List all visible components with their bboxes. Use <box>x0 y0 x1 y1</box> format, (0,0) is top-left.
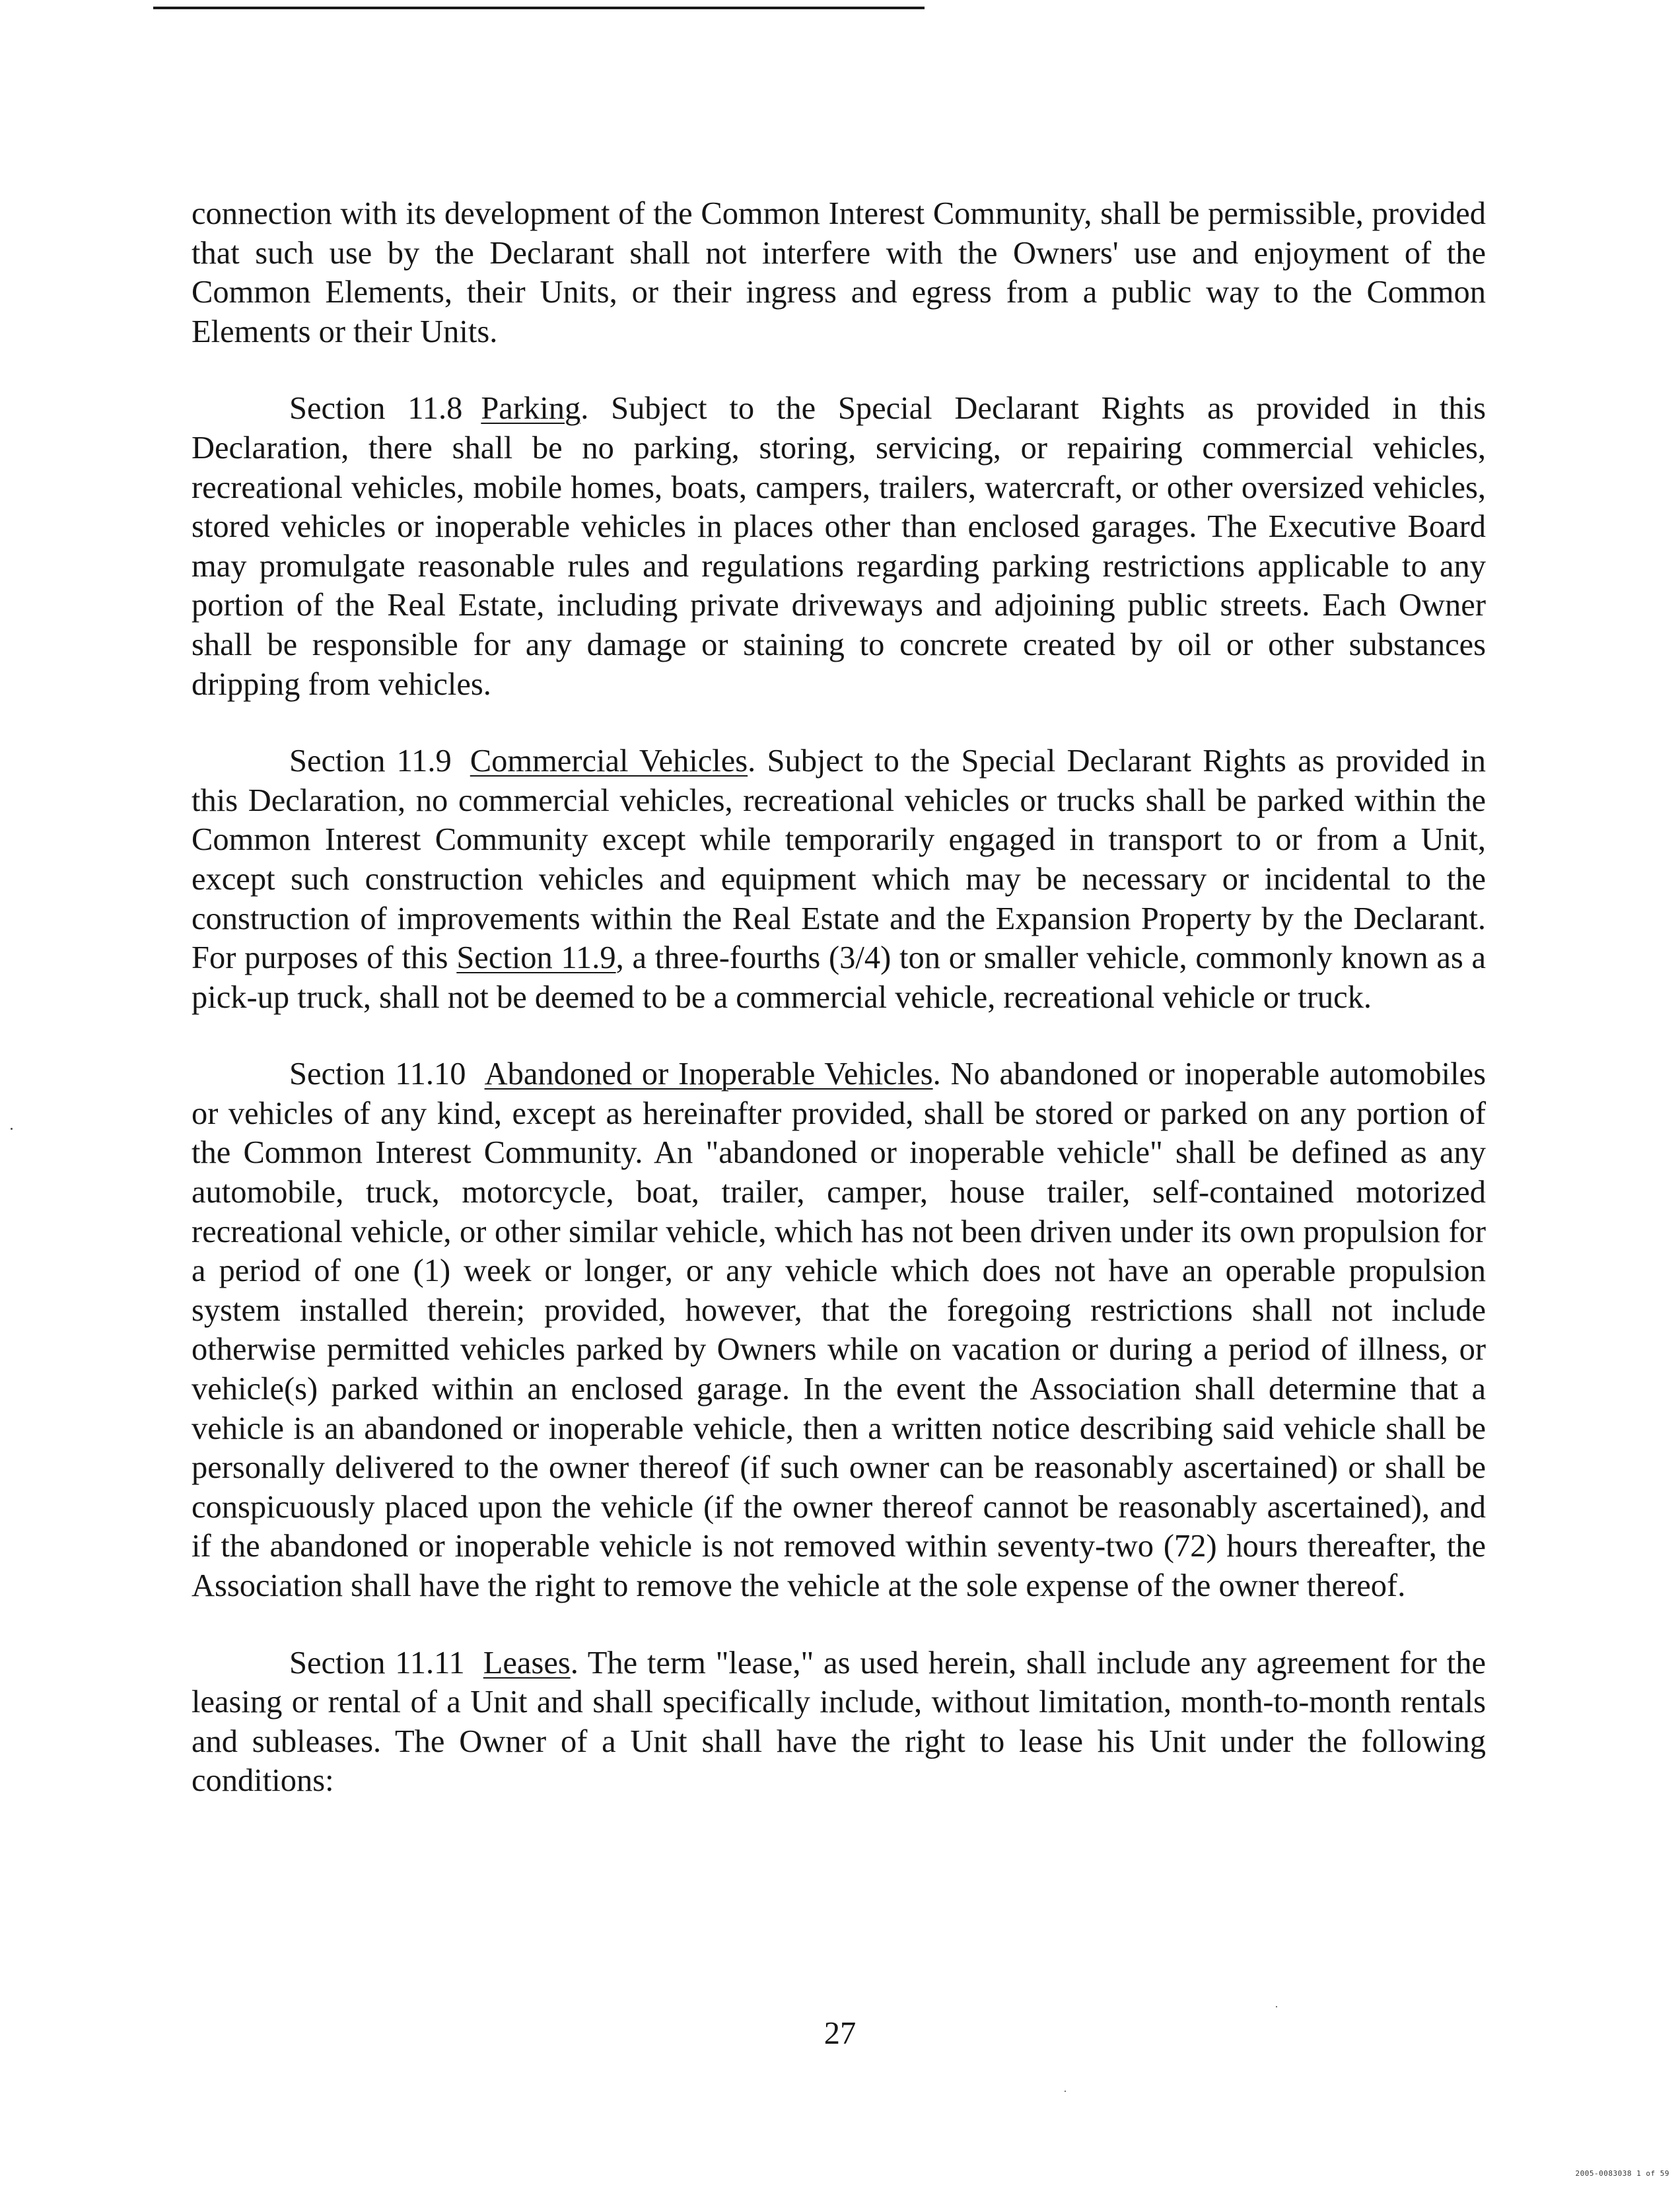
section-body: Subject to the Special Declarant Rights as provided in this Declaration, there shall be no parking, storing, servicing, or repairing commercial vehicles, recreational vehicles, mobile homes, boats, campers, trailers, watercraft, or other oversized vehicles, stored vehicles or inoperable vehicles in places other than enclosed garages. The Executive Board may promulgate reasonable rules and regulations regarding parking restrictions applicable to any portion of the Real Estate, including private driveways and adjoining public streets. Each Owner shall be responsible for any damage or staining to concrete created by oil or other substances dripping from vehicles. <box>192 391 1487 702</box>
section-heading: Parking <box>481 391 581 427</box>
recording-stamp: 2005-0083038 1 of 59 <box>1575 2169 1669 2178</box>
section-body: The term "lease," as used herein, shall include any agreement for the leasing or rental of a Unit and shall specifically include, without limitation, month-to-month rentals and subleases. The Owner of a Unit shall have the right to lease his Unit under the following conditions: <box>192 1645 1486 1799</box>
page-number: 27 <box>823 2016 857 2051</box>
section-11-10-paragraph: Section 11.10 Abandoned or Inoperable Vehicles. No abandoned or inoperable automobiles or vehicles of any kind, except as hereinafter provided, shall be stored or parked on any portion of the Common Interest Community. An "abandoned or inoperable vehicle" shall be defined as any automobile, truck, motorcycle, boat, trailer, camper, house trailer, self-contained motorized recreational vehicle, or other similar vehicle, which has not been driven under its own propulsion for a period of one (1) week or longer, or any vehicle which does not have an operable propulsion system installed therein; provided, however, that the foregoing restrictions shall not include otherwise permitted vehicles parked by Owners while on vacation or during a period of illness, or vehicle(s) parked within an enclosed garage. In the event the Association shall determine that a vehicle is an abandoned or inoperable vehicle, then a written notice describing said vehicle shall be personally delivered to the owner thereof (if such owner can be reasonably ascertained) or shall be conspicuously placed upon the vehicle (if the owner thereof cannot be reasonably ascertained), and if the abandoned or inoperable vehicle is not removed within seventy-two (72) hours thereafter, the Association shall have the right to remove the vehicle at the sole expense of the owner thereof. <box>192 1057 1487 1603</box>
section-11-11-paragraph: Section 11.11 Leases. The term "lease," as used herein, shall include any agreement for the leasing or rental of a Unit and shall specifically include, without limitation, month-to-month rentals and subleases. The Owner of a Unit shall have the right to lease his Unit under the following conditions: <box>192 1645 1486 1799</box>
section-heading: Abandoned or Inoperable Vehicles <box>484 1057 933 1092</box>
section-number: Section 11.8 <box>289 391 463 427</box>
scan-speck <box>1065 2091 1066 2092</box>
section-body: Subject to the Special Declarant Rights as provided in this Declaration, no commercial vehicles, recreational vehicles or trucks shall be parked within the Common Interest Community except while temporarily engaged in transport to or from a Unit, except such construction vehicles and equipment which may be necessary or incidental to the construction of improvements within the Real Estate and the Expansion Property by the Declarant. For purposes of this <box>192 744 1487 976</box>
section-number: Section 11.11 <box>289 1645 465 1681</box>
section-heading: Leases <box>483 1645 571 1681</box>
continuation-paragraph: connection with its development of the Common Interest Community, shall be permissible, provided that such use by the Declarant shall not interfere with the Owners' use and enjoyment of the Common Elements, their Units, or their ingress and egress from a public way to the Common Elements or their Units. <box>192 196 1486 349</box>
section-number: Section 11.9 <box>289 744 452 779</box>
scan-speck <box>11 1128 13 1130</box>
section-body: No abandoned or inoperable automobiles or vehicles of any kind, except as hereinafter provided, shall be stored or parked on any portion of the Common Interest Community. An "abandoned or inoperable vehicle" shall be defined as any automobile, truck, motorcycle, boat, trailer, camper, house trailer, self-contained motorized recreational vehicle, or other similar vehicle, which has not been driven under its own propulsion for a period of one (1) week or longer, or any vehicle which does not have an operable propulsion system installed therein; provided, however, that the foregoing restrictions shall not include otherwise permitted vehicles parked by Owners while on vacation or during a period of illness, or vehicle(s) parked within an enclosed garage. In the event the Association shall determine that a vehicle is an abandoned or inoperable vehicle, then a written notice describing said vehicle shall be personally delivered to the owner thereof (if such owner can be reasonably ascertained) or shall be conspicuously placed upon the vehicle (if the owner thereof cannot be reasonably ascertained), and if the abandoned or inoperable vehicle is not removed within seventy-two (72) hours thereafter, the Association shall have the right to remove the vehicle at the sole expense of the owner thereof. <box>192 1057 1487 1603</box>
section-body-continued: , a three-fourths (3/4) ton or smaller vehicle, commonly known as a pick-up truck, shall not be deemed to be a commercial vehicle, recreational vehicle or truck. <box>192 940 1487 1015</box>
section-11-8-paragraph: Section 11.8 Parking. Subject to the Special Declarant Rights as provided in this Declaration, there shall be no parking, storing, servicing, or repairing commercial vehicles, recreational vehicles, mobile homes, boats, campers, trailers, watercraft, or other oversized vehicles, stored vehicles or inoperable vehicles in places other than enclosed garages. The Executive Board may promulgate reasonable rules and regulations regarding parking restrictions applicable to any portion of the Real Estate, including private driveways and adjoining public streets. Each Owner shall be responsible for any damage or staining to concrete created by oil or other substances dripping from vehicles. <box>192 391 1487 702</box>
top-rule <box>153 7 925 9</box>
section-cross-reference: Section 11.9 <box>456 940 616 976</box>
section-number: Section 11.10 <box>289 1057 466 1092</box>
section-heading: Commercial Vehicles <box>470 744 748 779</box>
section-11-9-paragraph: Section 11.9 Commercial Vehicles. Subject to the Special Declarant Rights as provided in this Declaration, no commercial vehicles, recreational vehicles or trucks shall be parked within the Common Interest Community except while temporarily engaged in transport to or from a Unit, except such construction vehicles and equipment which may be necessary or incidental to the construction of improvements within the Real Estate and the Expansion Property by the Declarant. For purposes of this Section 11.9, a three-fourths (3/4) ton or smaller vehicle, commonly known as a pick-up truck, shall not be deemed to be a commercial vehicle, recreational vehicle or truck. <box>192 744 1487 1015</box>
document-page <box>192 194 1486 1801</box>
scan-speck <box>1276 2006 1277 2007</box>
